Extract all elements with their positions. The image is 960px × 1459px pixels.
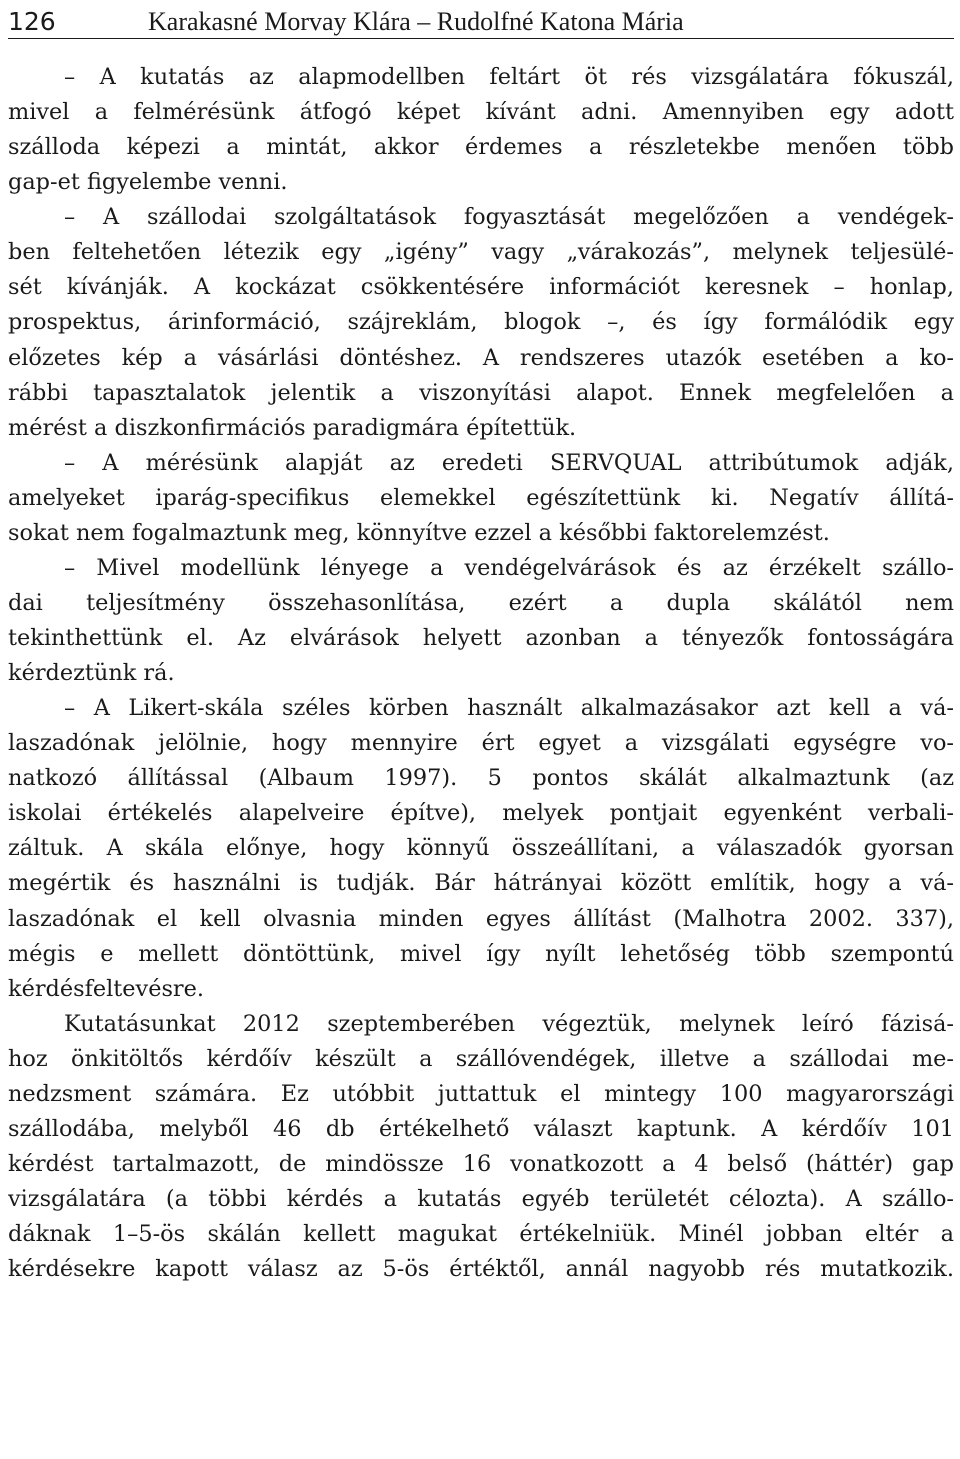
text-line: prospektus, árinformáció, szájreklám, blogok –, és így formálódik egy (8, 309, 954, 336)
text-line: nedzsment számára. Ez utóbbit juttattuk el mintegy 100 magyarországi (8, 1080, 954, 1107)
text-line: kérdésekre kapott válasz az 5-ös értéktől, annál nagyobb rés mutatkozik. (8, 1256, 954, 1283)
text-line: gap-et figyelembe venni. (8, 169, 288, 196)
text-line: megértik és használni is tudják. Bár hátrányai között említik, hogy a vá- (8, 870, 954, 897)
text-line: dáknak 1–5-ös skálán kellett magukat értékelniük. Minél jobban eltér a (8, 1221, 954, 1248)
text-line: kérdésfeltevésre. (8, 975, 205, 1002)
text-line: – A szállodai szolgáltatások fogyasztását megelőzően a vendégek- (64, 204, 954, 231)
text-line: laszadónak jelölnie, hogy mennyire ért egyet a vizsgálati egységre vo- (8, 730, 954, 757)
text-line: mivel a felmérésünk átfogó képet kívánt adni. Amennyiben egy adott (8, 99, 954, 126)
text-line: laszadónak el kell olvasnia minden egyes állítást (Malhotra 2002. 337), (8, 905, 954, 932)
text-line: kérdést tartalmazott, de mindössze 16 vonatkozott a 4 belső (háttér) gap (8, 1150, 954, 1177)
text-line: sokat nem fogalmaztunk meg, könnyítve ezzel a későbbi faktorelemzést. (8, 519, 830, 546)
text-line: iskolai értékelés alapelveire építve), melyek pontjait egyenként verbali- (8, 800, 954, 827)
text-line: – Mivel modellünk lényege a vendégelvárások és az érzékelt szállo- (64, 554, 954, 581)
text-line: sét kívánják. A kockázat csökkentésére információt keresnek – honlap, (8, 274, 954, 301)
page-header (8, 4, 954, 39)
text-line: natkozó állítással (Albaum 1997). 5 pontos skálát alkalmaztunk (az (8, 765, 954, 792)
page-number: 126 (8, 7, 56, 36)
text-line: előzetes kép a vásárlási döntéshez. A rendszeres utazók esetében a ko- (8, 344, 954, 371)
text-line: szálloda képezi a mintát, akkor érdemes a részletekbe menően több (8, 134, 954, 161)
text-line: hoz önkitöltős kérdőív készült a szállóvendégek, illetve a szállodai me- (8, 1045, 954, 1072)
text-line: – A Likert-skála széles körben használt alkalmazásakor azt kell a vá- (64, 695, 954, 722)
text-line: vizsgálatára (a többi kérdés a kutatás egyéb területét célozta). A szállo- (8, 1186, 954, 1212)
text-line: – A kutatás az alapmodellben feltárt öt rés vizsgálatára fókuszál, (64, 64, 954, 90)
text-line: kérdeztünk rá. (8, 660, 175, 687)
text-line: amelyeket iparág-specifikus elemekkel egészítettünk ki. Negatív állítá- (8, 484, 954, 511)
text-line: – A mérésünk alapját az eredeti SERVQUAL attribútumok adják, (64, 449, 954, 476)
text-line: mégis e mellett döntöttünk, mivel így nyílt lehetőség több szempontú (8, 940, 954, 967)
text-line: mérést a diszkonfirmációs paradigmára építettük. (8, 414, 577, 441)
text-line: tekinthettünk el. Az elvárások helyett azonban a tényezők fontosságára (8, 625, 954, 651)
body-text (8, 60, 954, 1287)
text-line: rábbi tapasztalatok jelentik a viszonyítási alapot. Ennek megfelelően a (8, 379, 954, 406)
text-line: dai teljesítmény összehasonlítása, ezért a dupla skálától nem (8, 589, 954, 616)
text-line: szállodába, melyből 46 db értékelhető választ kaptunk. A kérdőív 101 (8, 1115, 954, 1142)
text-line: ben feltehetően létezik egy „igény” vagy „várakozás”, melynek teljesülé- (8, 239, 954, 266)
text-line: Kutatásunkat 2012 szeptemberében végeztük, melynek leíró fázisá- (64, 1010, 954, 1037)
running-head-authors: Karakasné Morvay Klára – Rudolfné Katona Mária (148, 7, 684, 36)
text-line: záltuk. A skála előnye, hogy könnyű összeállítani, a válaszadók gyorsan (8, 835, 954, 862)
